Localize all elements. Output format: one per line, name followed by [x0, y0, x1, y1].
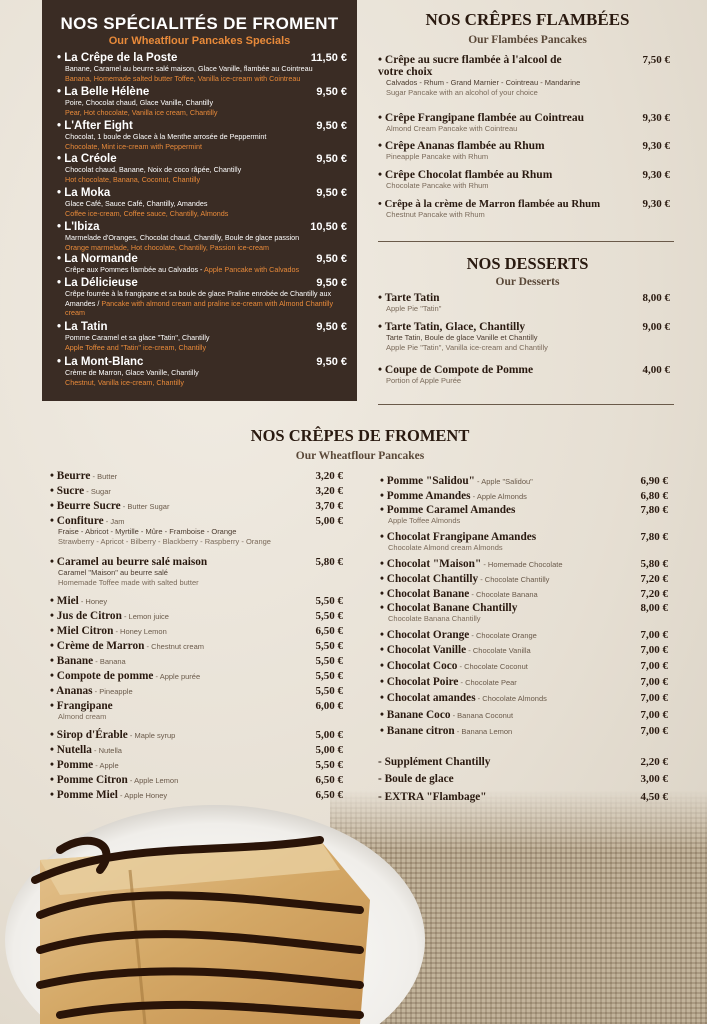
pancake-name: Sirop d'Érable: [56, 729, 128, 741]
pancake-desc-en: Chocolate Almond cream Almonds: [388, 543, 503, 552]
separator: -: [144, 642, 152, 651]
special-item: [57, 277, 347, 318]
pancake-item: [50, 700, 343, 722]
flambee-desc-en: Pineapple Pancake with Rhum: [386, 152, 489, 161]
special-item: [57, 321, 347, 352]
special-name: • La Mont-Blanc: [57, 356, 143, 368]
pancake-name: Banane citron: [386, 725, 455, 737]
pancake-item: [380, 558, 668, 570]
pancake-name-en: Apple: [99, 761, 119, 770]
pancake-price: 5,50 €: [315, 685, 343, 697]
separator: -: [120, 502, 128, 511]
dessert-desc: Tarte Tatin, Boule de glace Vanille et Chantilly: [386, 333, 538, 342]
separator: -: [90, 472, 98, 481]
special-desc: Marmelade d'Oranges, Chocolat chaud, Chantilly, Boule de glace passion: [65, 233, 300, 242]
pancake-item: [380, 588, 668, 600]
pancake-item: [380, 475, 668, 487]
pancake-name-group: [50, 670, 200, 682]
special-desc-en: Banana, Homemade salted butter Toffee, Vanilla ice-cream with Cointreau: [65, 73, 301, 83]
special-price: 9,50 €: [316, 253, 347, 265]
pancake-desc-en: Homemade Toffee made with salted butter: [58, 578, 199, 587]
pancake-name-group: [50, 759, 119, 771]
flambee-desc-en: Chocolate Pancake with Rhum: [386, 181, 489, 190]
pancake-name-group: [50, 685, 133, 697]
specials-title: NOS SPÉCIALITÉS DE FROMENT: [60, 14, 339, 33]
section-divider: [378, 404, 674, 405]
pancake-name-en: Banana: [99, 657, 126, 666]
pancake-name-en: Apple "Salidou": [481, 477, 533, 486]
pancake-item: [50, 485, 343, 497]
flambee-name: • Crêpe à la crème de Marron flambée au Rhum: [378, 198, 600, 210]
dessert-item: [378, 321, 670, 353]
pancake-name-en: Chocolate Chantilly: [484, 575, 550, 584]
pancake-name: Banane Coco: [386, 709, 451, 721]
pancake-name: Banane: [56, 655, 94, 667]
pancake-name: Pomme: [56, 759, 94, 771]
specials-panel: [42, 0, 357, 401]
pancake-name: Chocolat Coco: [386, 660, 458, 672]
extra-item: [378, 756, 668, 768]
special-desc: Glace Café, Sauce Café, Chantilly, Amandes: [65, 199, 208, 208]
dessert-price: 9,00 €: [642, 321, 670, 333]
separator: -: [466, 646, 473, 655]
pancake-name: Miel: [56, 595, 79, 607]
flambee-name: • Crêpe Ananas flambée au Rhum: [378, 140, 545, 152]
pancake-name: Confiture: [56, 515, 104, 527]
separator: -: [470, 492, 477, 501]
extra-item: [378, 773, 668, 785]
pancake-name-group: [50, 744, 122, 756]
special-desc-en: Chestnut, Vanilla ice-cream, Chantilly: [65, 377, 184, 387]
flambee-price: 9,30 €: [642, 112, 670, 124]
pancake-name-en: Apple Honey: [124, 791, 168, 800]
pancake-item: [380, 709, 668, 721]
special-desc-en: Apple Pancake with Calvados: [204, 265, 300, 274]
pancake-item: [50, 729, 343, 741]
special-item: [57, 153, 347, 184]
pancake-name-en: Maple syrup: [134, 731, 176, 740]
pancake-name-group: [380, 475, 533, 487]
special-price: 9,50 €: [316, 187, 347, 199]
pancake-price: 7,00 €: [640, 725, 668, 737]
flambee-item: [378, 54, 670, 98]
pancake-name-group: [380, 725, 512, 737]
pancake-name-en: Chocolate Almonds: [482, 694, 547, 703]
special-price: 9,50 €: [316, 277, 347, 289]
froment-subtitle: Our Wheatflour Pancakes: [295, 450, 425, 462]
pancake-name-group: [380, 588, 538, 600]
pancake-name-group: [50, 500, 169, 512]
pancake-price: 7,00 €: [640, 692, 668, 704]
flambee-price: 9,30 €: [642, 169, 670, 181]
pancake-price: 6,50 €: [315, 789, 343, 801]
special-desc: Poire, Chocolat chaud, Glace Vanille, Chantilly: [65, 98, 214, 107]
special-name: • L'After Eight: [57, 120, 133, 132]
pancake-name-en: Lemon juice: [128, 612, 169, 621]
dessert-name: • Tarte Tatin, Glace, Chantilly: [378, 321, 525, 333]
separator: -: [84, 487, 91, 496]
separator: -: [469, 590, 476, 599]
flambee-item: [378, 140, 670, 162]
separator: -: [91, 746, 99, 755]
pancake-desc-en: Apple Toffee Almonds: [388, 516, 461, 525]
special-desc-en: Orange marmelade, Hot chocolate, Chantilly, Passion ice-cream: [65, 242, 270, 252]
special-price: 10,50 €: [310, 221, 347, 233]
pancake-name-en: Butter Sugar: [127, 502, 170, 511]
separator: -: [117, 791, 125, 800]
pancake-price: 7,80 €: [640, 531, 668, 543]
pancake-name: Pomme Citron: [56, 774, 128, 786]
dessert-name: • Coupe de Compote de Pomme: [378, 364, 533, 376]
pancake-item: [380, 602, 668, 624]
flambee-price: 7,50 €: [642, 54, 670, 66]
pancake-name: Chocolat Banane Chantilly: [386, 602, 518, 614]
pancake-name: Caramel au beurre salé maison: [56, 556, 208, 568]
special-price: 9,50 €: [316, 153, 347, 165]
pancake-name-group: [50, 485, 111, 497]
pancake-item: [50, 685, 343, 697]
pancake-item: [50, 670, 343, 682]
pancake-item: [50, 470, 343, 482]
flambee-name: • Crêpe Chocolat flambée au Rhum: [378, 169, 552, 181]
pancake-price: 7,80 €: [640, 504, 668, 516]
pancake-item: [380, 504, 668, 526]
pancake-item: [50, 500, 343, 512]
special-price: 9,50 €: [316, 321, 347, 333]
specials-subtitle: Our Wheatflour Pancakes Specials: [108, 35, 291, 47]
extra-price: 2,20 €: [640, 756, 668, 768]
pancake-price: 3,70 €: [315, 500, 343, 512]
pancake-name-group: [380, 660, 528, 672]
separator: -: [103, 517, 111, 526]
special-price: 9,50 €: [316, 356, 347, 368]
pancake-name-en: Sugar: [90, 487, 111, 496]
special-name: • La Tatin: [57, 321, 107, 333]
special-name: • La Délicieuse: [57, 277, 138, 289]
separator: -: [93, 761, 100, 770]
separator: -: [153, 672, 160, 681]
flambee-price: 9,30 €: [642, 198, 670, 210]
pancake-price: 5,50 €: [315, 610, 343, 622]
pancake-name: Beurre: [56, 470, 91, 482]
pancake-name-en: Banana Lemon: [461, 727, 513, 736]
special-price: 9,50 €: [316, 86, 347, 98]
separator: -: [474, 477, 482, 486]
pancake-name-group: [380, 531, 536, 543]
pancake-item: [380, 490, 668, 502]
pancake-name: Pomme "Salidou": [386, 475, 475, 487]
pancake-item: [50, 774, 343, 786]
extra-name: - EXTRA "Flambage": [378, 791, 487, 803]
pancake-price: 6,50 €: [315, 774, 343, 786]
pancake-name-en: Jam: [110, 517, 125, 526]
pancake-name-group: [50, 610, 169, 622]
separator: -: [93, 657, 100, 666]
froment-title: NOS CRÊPES DE FROMENT: [250, 426, 470, 445]
separator: -: [469, 631, 476, 640]
flambee-item: [378, 169, 670, 191]
flambee-name: • Crêpe Frangipane flambée au Cointreau: [378, 112, 584, 124]
pancake-name-en: Apple purée: [159, 672, 201, 681]
pancake-desc: Caramel "Maison" au beurre salé: [58, 568, 168, 577]
flambee-desc-en: Sugar Pancake with an alcohol of your choice: [386, 88, 538, 97]
special-price: 11,50 €: [310, 52, 347, 64]
pancake-item: [50, 595, 343, 607]
extra-price: 4,50 €: [640, 791, 668, 803]
pancake-name-group: [380, 644, 531, 656]
special-desc: Crêpe aux Pommes flambée au Calvados: [65, 265, 199, 274]
pancake-name-group: [50, 515, 124, 527]
special-desc: Crème de Marron, Glace Vanille, Chantilly: [65, 368, 199, 377]
separator: -: [127, 776, 135, 785]
special-desc-en: Chocolate, Mint ice-cream with Peppermint: [65, 141, 203, 151]
pancake-price: 7,00 €: [640, 660, 668, 672]
pancake-name-group: [380, 692, 547, 704]
special-desc: Chocolat chaud, Banane, Noix de coco râpée, Chantilly: [65, 165, 242, 174]
pancake-price: 7,00 €: [640, 644, 668, 656]
pancake-name-group: [380, 490, 527, 502]
pancake-name: Chocolat Orange: [386, 629, 470, 641]
crepe-photo: [0, 800, 430, 1024]
desserts-title: NOS DESSERTS: [466, 254, 589, 273]
pancake-name-group: [50, 655, 126, 667]
special-item: [57, 221, 347, 252]
separator: -: [121, 612, 129, 621]
pancake-name: Nutella: [56, 744, 92, 756]
pancake-name-en: Banana Coconut: [457, 711, 514, 720]
separator: -: [458, 678, 466, 687]
pancake-price: 5,50 €: [315, 595, 343, 607]
pancake-name: Chocolat Banane: [386, 588, 470, 600]
flambee-price: 9,30 €: [642, 140, 670, 152]
pancake-name-group: [380, 709, 513, 721]
pancake-item: [50, 556, 343, 588]
pancake-name-group: [380, 504, 515, 516]
pancake-name-en: Butter: [97, 472, 118, 481]
pancake-name-group: [50, 470, 117, 482]
pancake-price: 5,00 €: [315, 515, 343, 527]
pancake-price: 7,00 €: [640, 709, 668, 721]
flambees-title: NOS CRÊPES FLAMBÉES: [425, 10, 630, 29]
pancake-name: Chocolat amandes: [386, 692, 476, 704]
pancake-price: 5,50 €: [315, 670, 343, 682]
pancake-name-en: Honey: [85, 597, 108, 606]
separator: -: [113, 627, 121, 636]
special-item: • La Normande 9,50 € Crêpe aux Pommes flambée au Calvados - Apple Pancake with Calvados: [57, 253, 347, 275]
pancake-name-group: [50, 640, 204, 652]
flambee-item: [378, 198, 670, 220]
special-desc: Crêpe fourrée à la frangipane et sa boule de glace Praline enrobée de Chantilly aux Amandes /: [65, 289, 332, 308]
extra-price: 3,00 €: [640, 773, 668, 785]
pancake-name: Beurre Sucre: [56, 500, 121, 512]
pancake-price: 7,20 €: [640, 573, 668, 585]
pancake-name: Chocolat Frangipane Amandes: [386, 531, 537, 543]
dessert-price: 4,00 €: [642, 364, 670, 376]
pancake-name-group: [380, 602, 517, 614]
special-desc-en: Apple Toffee and "Tatin" ice-cream, Chantilly: [65, 342, 207, 352]
pancake-item: [50, 744, 343, 756]
pancake-item: [380, 573, 668, 585]
pancake-name: Pomme Miel: [56, 789, 118, 801]
pancake-name-en: Apple Almonds: [476, 492, 527, 501]
pancake-price: 5,50 €: [315, 640, 343, 652]
pancake-item: [380, 676, 668, 688]
pancake-item: [380, 531, 668, 553]
dessert-desc-en: Apple Pie "Tatin": [386, 304, 442, 313]
pancake-name-en: Chestnut cream: [151, 642, 205, 651]
pancake-name-group: [50, 625, 167, 637]
flambee-item: [378, 112, 670, 134]
pancake-name: Miel Citron: [56, 625, 114, 637]
special-desc: Pomme Caramel et sa glace "Tatin", Chantilly: [65, 333, 210, 342]
separator: -: [450, 711, 458, 720]
pancake-desc: Fraise - Abricot - Myrtille - Mûre - Framboise - Orange: [58, 527, 237, 536]
pancake-name-group: [380, 573, 549, 585]
pancake-price: 6,90 €: [640, 475, 668, 487]
pancake-name-group: [50, 556, 207, 568]
pancake-name: Jus de Citron: [56, 610, 122, 622]
pancake-item: [380, 725, 668, 737]
pancake-desc-en: Strawberry - Apricot - Bilberry - Blackberry - Raspberry - Orange: [58, 537, 271, 546]
pancake-desc-en: Almond cream: [58, 712, 107, 721]
flambee-desc-en: Chestnut Pancake with Rhum: [386, 210, 485, 219]
pancake-name: Pomme Amandes: [386, 490, 471, 502]
separator: -: [457, 662, 465, 671]
special-item: [57, 356, 347, 387]
pancake-price: 5,00 €: [315, 744, 343, 756]
separator: -: [92, 687, 100, 696]
pancake-name-group: [380, 629, 537, 641]
flambee-desc-en: Almond Cream Pancake with Cointreau: [386, 124, 518, 133]
special-name: • La Créole: [57, 153, 117, 165]
pancake-name-en: Chocolate Orange: [475, 631, 537, 640]
pancake-name-en: Homemade Chocolate: [487, 560, 563, 569]
pancake-name: Pomme Caramel Amandes: [386, 504, 516, 516]
pancake-price: 5,50 €: [315, 655, 343, 667]
extra-name: - Boule de glace: [378, 773, 454, 785]
pancake-name: Chocolat Chantilly: [386, 573, 479, 585]
pancake-desc-en: Chocolate Banana Chantilly: [388, 614, 481, 623]
pancake-name-group: [380, 676, 517, 688]
pancake-name-en: Chocolate Pear: [465, 678, 517, 687]
pancake-price: 5,80 €: [315, 556, 343, 568]
special-item: [57, 187, 347, 218]
pancake-name: Chocolat Vanille: [386, 644, 467, 656]
pancake-name-group: [50, 729, 175, 741]
pancake-item: [380, 644, 668, 656]
pancake-name-en: Honey Lemon: [120, 627, 167, 636]
pancake-price: 5,50 €: [315, 759, 343, 771]
pancake-name-en: Chocolate Vanilla: [472, 646, 531, 655]
pancake-price: 7,00 €: [640, 676, 668, 688]
pancake-name: Sucre: [56, 485, 85, 497]
pancake-item: [380, 629, 668, 641]
pancake-name-en: Pineapple: [99, 687, 133, 696]
pancake-price: 5,00 €: [315, 729, 343, 741]
pancake-name-group: [50, 774, 178, 786]
special-name: • La Normande: [57, 253, 138, 265]
pancake-name-en: Chocolate Coconut: [464, 662, 528, 671]
pancake-price: 3,20 €: [315, 470, 343, 482]
special-desc-en: Hot chocolate, Banana, Coconut, Chantilly: [65, 174, 201, 184]
special-desc-en: Pancake with almond cream and praline ice-cream with Almond Chantilly cream: [65, 298, 334, 317]
special-name: • L'Ibiza: [57, 221, 100, 233]
special-item: [57, 120, 347, 151]
pancake-item: [50, 655, 343, 667]
pancake-price: 3,20 €: [315, 485, 343, 497]
special-desc-en: Pear, Hot chocolate, Vanilla ice cream, Chantilly: [65, 107, 218, 117]
pancake-price: 5,80 €: [640, 558, 668, 570]
pancake-item: [50, 515, 343, 547]
special-desc: Chocolat, 1 boule de Glace à la Menthe arrosée de Peppermint: [65, 132, 267, 141]
pancake-name-en: Nutella: [98, 746, 122, 755]
special-item: [57, 86, 347, 117]
pancake-price: 7,20 €: [640, 588, 668, 600]
pancake-price: 6,50 €: [315, 625, 343, 637]
pancake-name: Compote de pomme: [56, 670, 154, 682]
special-desc-en: Coffee ice-cream, Coffee sauce, Chantilly, Almonds: [65, 208, 229, 218]
pancake-name: Frangipane: [56, 700, 113, 712]
pancake-name-group: [50, 700, 113, 712]
dessert-item: [378, 292, 670, 314]
separator: -: [127, 731, 135, 740]
flambee-desc: Calvados - Rhum - Grand Marnier - Cointreau - Mandarine: [386, 78, 581, 87]
dessert-desc-en: Apple Pie "Tatin", Vanilla ice-cream and Chantilly: [386, 343, 548, 352]
pancake-item: [50, 640, 343, 652]
pancake-name: Ananas: [56, 685, 93, 697]
dessert-price: 8,00 €: [642, 292, 670, 304]
pancake-name: Chocolat Poire: [386, 676, 459, 688]
special-price: 9,50 €: [316, 120, 347, 132]
separator: -: [481, 560, 488, 569]
pancake-name-group: [380, 558, 563, 570]
dessert-item: [378, 364, 670, 386]
pancake-price: 6,00 €: [315, 700, 343, 712]
pancake-name-en: Chocolate Banana: [476, 590, 538, 599]
dessert-desc-en: Portion of Apple Purée: [386, 376, 462, 385]
flambee-name: • Crêpe au sucre flambée à l'alcool de votre choix: [378, 54, 578, 78]
pancake-item: [50, 610, 343, 622]
separator: -: [475, 694, 483, 703]
pancake-name: Chocolat "Maison": [386, 558, 482, 570]
pancake-price: 7,00 €: [640, 629, 668, 641]
separator: -: [78, 597, 86, 606]
section-divider: [378, 241, 674, 242]
flambees-subtitle: Our Flambées Pancakes: [468, 34, 587, 46]
special-name: • La Moka: [57, 187, 110, 199]
pancake-price: 8,00 €: [640, 602, 668, 614]
pancake-name-group: [50, 595, 107, 607]
pancake-price: 6,80 €: [640, 490, 668, 502]
pancake-item: [380, 660, 668, 672]
pancake-item: [50, 759, 343, 771]
separator: -: [454, 727, 462, 736]
dessert-name: • Tarte Tatin: [378, 292, 440, 304]
desserts-subtitle: Our Desserts: [495, 276, 560, 288]
separator: -: [478, 575, 485, 584]
special-name: • La Belle Hélène: [57, 86, 149, 98]
pancake-name-en: Apple Lemon: [134, 776, 179, 785]
extra-name: - Supplément Chantilly: [378, 756, 490, 768]
special-desc: Banane, Caramel au beurre salé maison, Glace Vanille, flambée au Cointreau: [65, 64, 313, 73]
special-item: [57, 52, 347, 83]
special-name: • La Crêpe de la Poste: [57, 52, 177, 64]
pancake-name: Crème de Marron: [56, 640, 145, 652]
pancake-item: [50, 625, 343, 637]
pancake-item: [380, 692, 668, 704]
